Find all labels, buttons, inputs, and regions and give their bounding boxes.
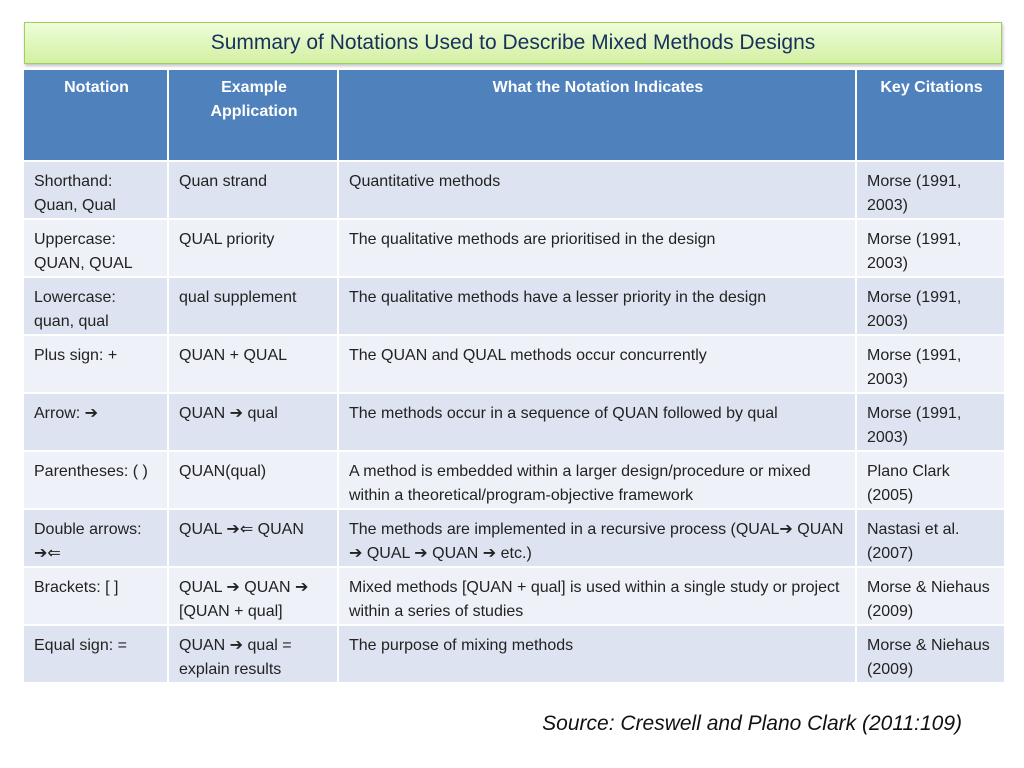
notations-table — [22, 68, 1006, 684]
cell-notation: Brackets: [ ] — [23, 567, 168, 625]
cell-example: qual supplement — [168, 277, 338, 335]
cell-citation: Nastasi et al. (2007) — [856, 509, 1005, 567]
table-row — [23, 335, 1005, 393]
cell-citation: Morse (1991, 2003) — [856, 161, 1005, 219]
cell-notation: Arrow: ➔ — [23, 393, 168, 451]
table-row — [23, 451, 1005, 509]
cell-citation: Morse (1991, 2003) — [856, 277, 1005, 335]
table-row — [23, 219, 1005, 277]
cell-notation: Plus sign: + — [23, 335, 168, 393]
cell-notation: Parentheses: ( ) — [23, 451, 168, 509]
cell-citation: Morse (1991, 2003) — [856, 335, 1005, 393]
table-row — [23, 567, 1005, 625]
table-row — [23, 277, 1005, 335]
cell-indicates: The QUAN and QUAL methods occur concurrently — [338, 335, 856, 393]
source-citation: Source: Creswell and Plano Clark (2011:109) — [542, 712, 962, 735]
cell-example: QUAL ➔ QUAN ➔ [QUAN + qual] — [168, 567, 338, 625]
cell-example: QUAN + QUAL — [168, 335, 338, 393]
cell-indicates: The methods occur in a sequence of QUAN followed by qual — [338, 393, 856, 451]
header-notation: Notation — [23, 69, 168, 161]
cell-example: QUAN ➔ qual = explain results — [168, 625, 338, 683]
cell-example: Quan strand — [168, 161, 338, 219]
cell-citation: Morse (1991, 2003) — [856, 393, 1005, 451]
cell-indicates: Mixed methods [QUAN + qual] is used within a single study or project within a series of studies — [338, 567, 856, 625]
cell-citation: Plano Clark (2005) — [856, 451, 1005, 509]
cell-indicates: The qualitative methods are prioritised in the design — [338, 219, 856, 277]
cell-citation: Morse & Niehaus (2009) — [856, 567, 1005, 625]
cell-example: QUAN(qual) — [168, 451, 338, 509]
cell-citation: Morse & Niehaus (2009) — [856, 625, 1005, 683]
page-title: Summary of Notations Used to Describe Mixed Methods Designs — [24, 22, 1002, 64]
cell-example: QUAN ➔ qual — [168, 393, 338, 451]
header-row — [23, 69, 1005, 161]
table-row — [23, 625, 1005, 683]
cell-example: QUAL ➔⇐ QUAN — [168, 509, 338, 567]
header-key-citations: Key Citations — [856, 69, 1005, 161]
cell-example: QUAL priority — [168, 219, 338, 277]
cell-notation: Lowercase: quan, qual — [23, 277, 168, 335]
cell-indicates: Quantitative methods — [338, 161, 856, 219]
table-row — [23, 393, 1005, 451]
table-row — [23, 161, 1005, 219]
cell-notation: Double arrows: ➔⇐ — [23, 509, 168, 567]
cell-citation: Morse (1991, 2003) — [856, 219, 1005, 277]
table-row — [23, 509, 1005, 567]
cell-indicates: A method is embedded within a larger design/procedure or mixed within a theoretical/program-objective framework — [338, 451, 856, 509]
cell-indicates: The purpose of mixing methods — [338, 625, 856, 683]
cell-notation: Equal sign: = — [23, 625, 168, 683]
header-example-application: Example Application — [168, 69, 338, 161]
cell-indicates: The qualitative methods have a lesser priority in the design — [338, 277, 856, 335]
cell-indicates: The methods are implemented in a recursive process (QUAL➔ QUAN ➔ QUAL ➔ QUAN ➔ etc.) — [338, 509, 856, 567]
cell-notation: Shorthand: Quan, Qual — [23, 161, 168, 219]
header-what-notation-indicates: What the Notation Indicates — [338, 69, 856, 161]
cell-notation: Uppercase: QUAN, QUAL — [23, 219, 168, 277]
